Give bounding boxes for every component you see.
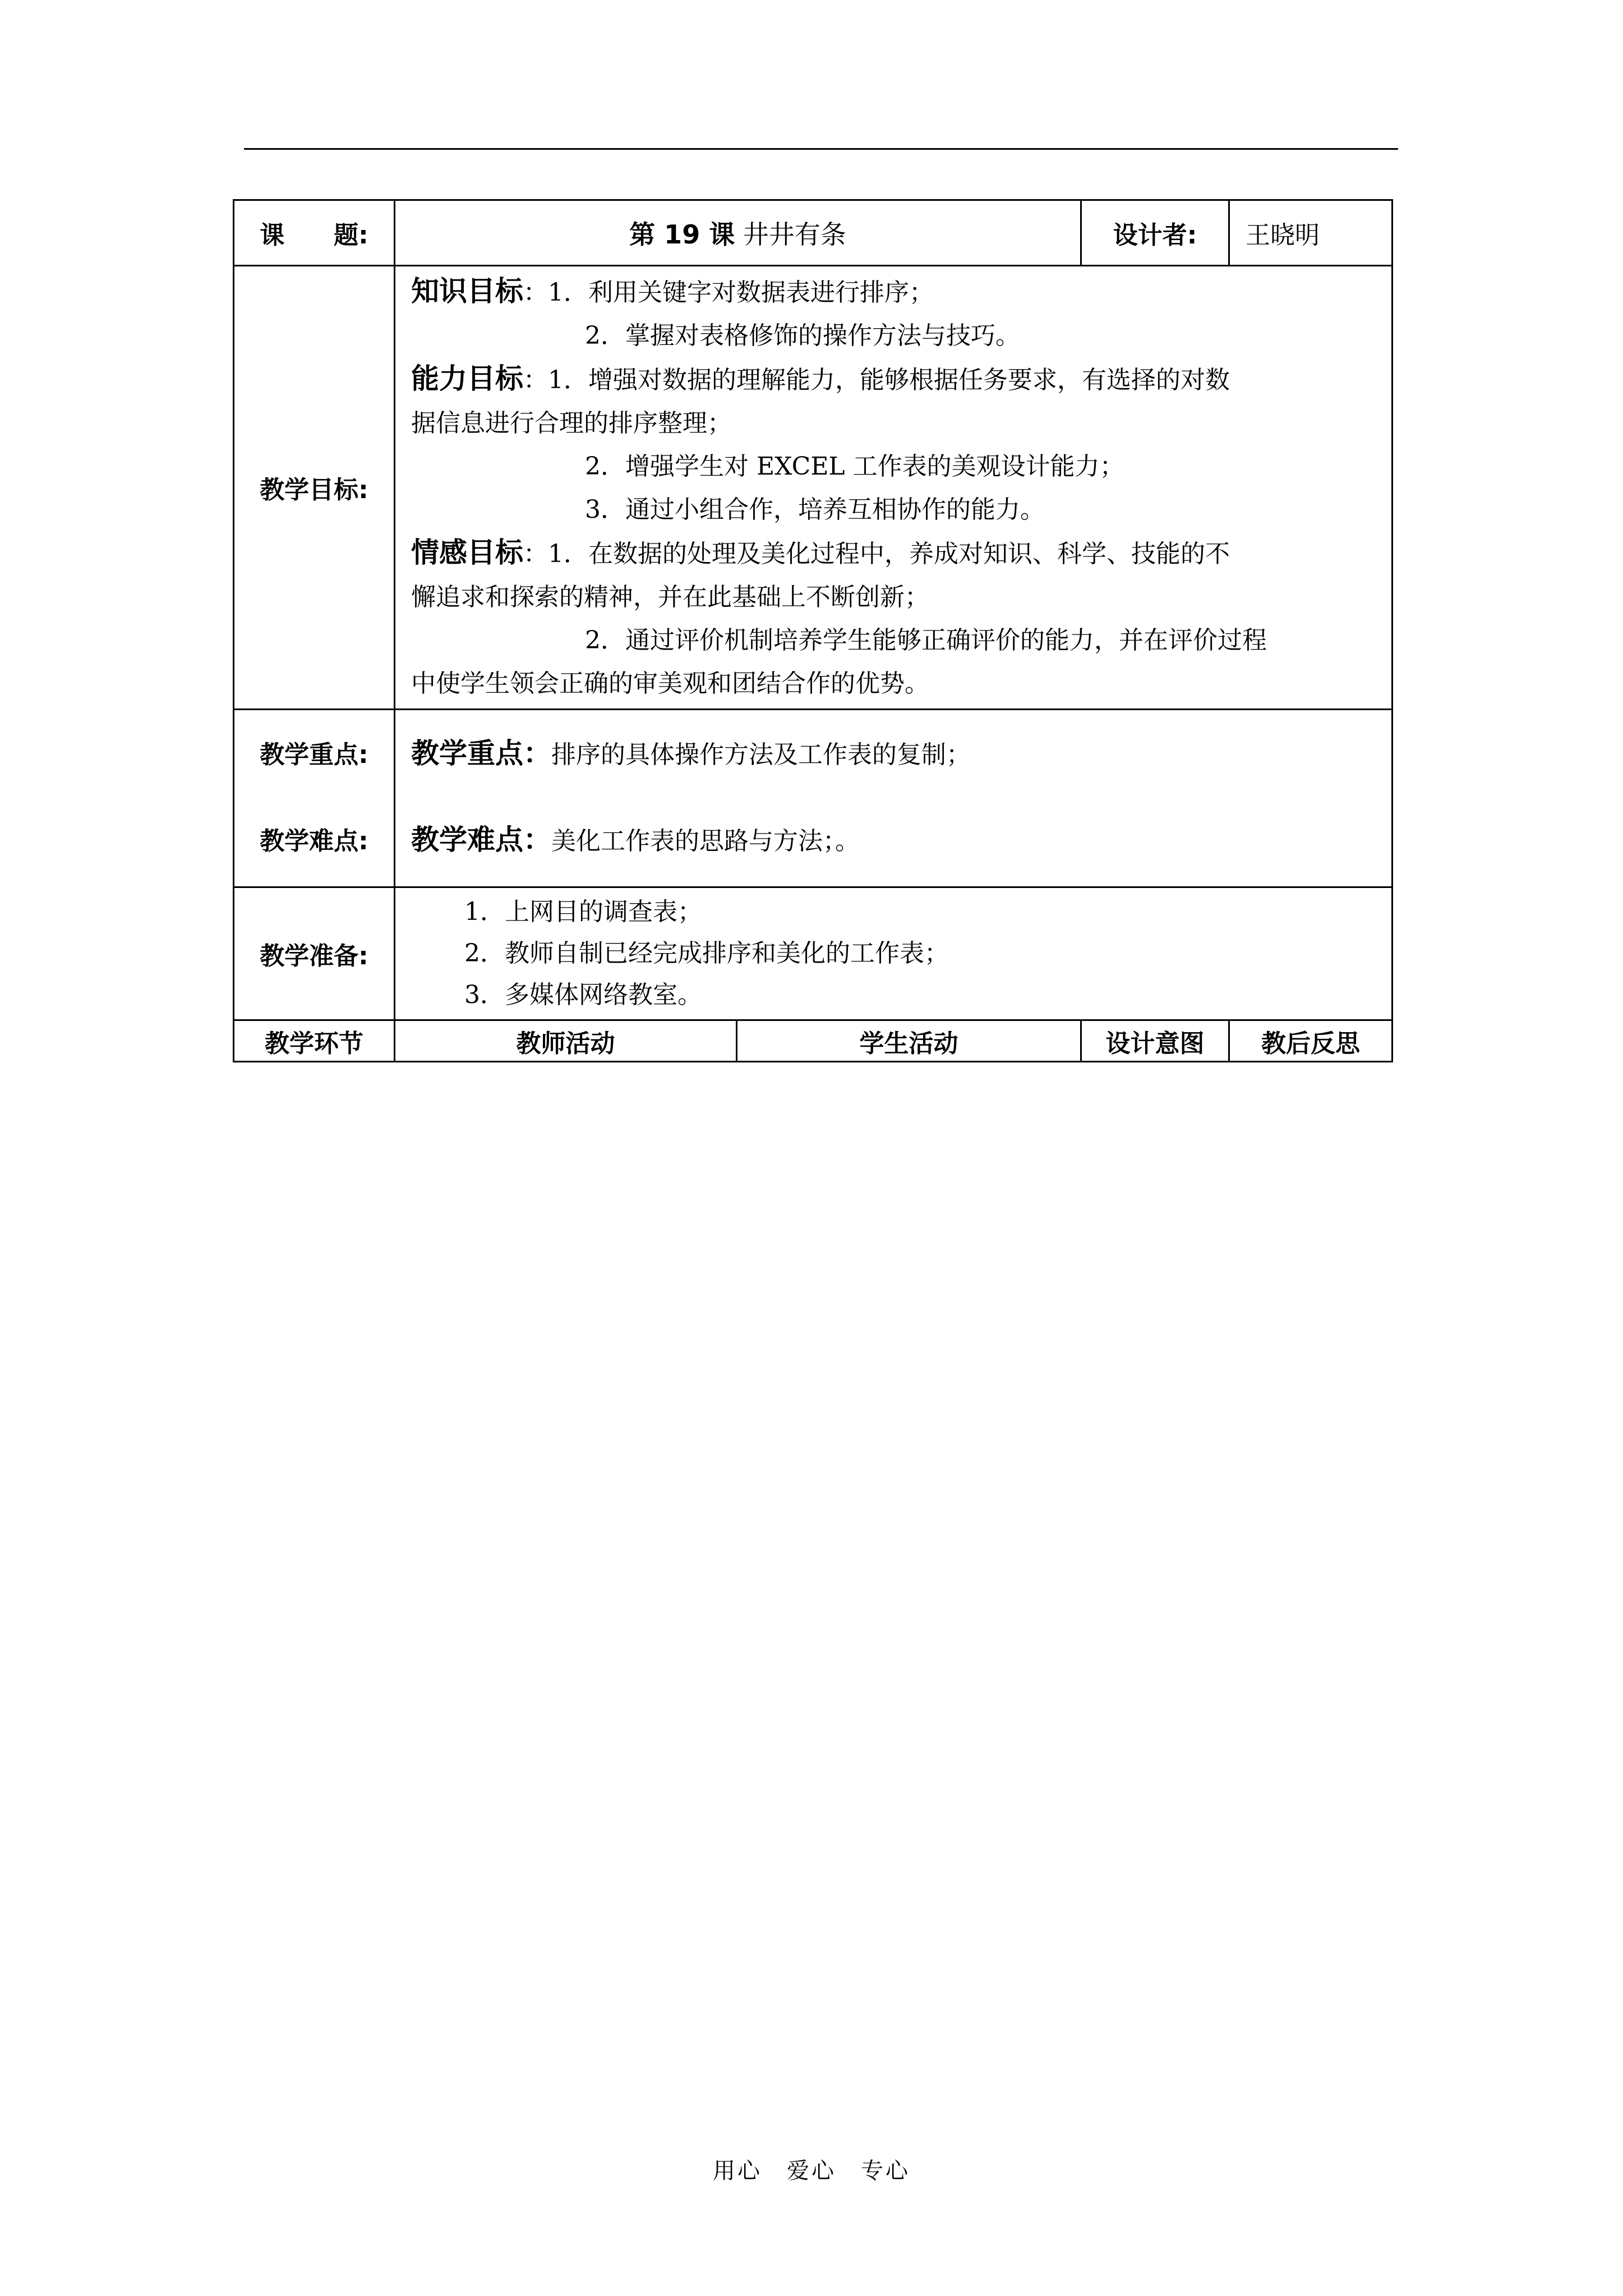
- emotion-item-1: ：1．在数据的处理及美化过程中，养成对知识、科学、技能的不: [523, 540, 1230, 568]
- col-reflection: 教后反思: [1229, 1020, 1393, 1062]
- page-footer: 用心 爱心 专心: [713, 2158, 910, 2184]
- designer-label: 设计者:: [1081, 200, 1229, 266]
- difficulties-line: [411, 797, 1386, 883]
- header-rule: [244, 148, 1398, 150]
- knowledge-line-1: [411, 270, 1386, 314]
- preparation-content: [395, 887, 1393, 1020]
- title-row: [234, 200, 1393, 266]
- preparation-item-3: 3．多媒体网络教室。: [464, 981, 702, 1009]
- lesson-plan-table: [233, 199, 1393, 1062]
- course-label: 课 题:: [234, 200, 395, 266]
- keypoints-labels: [234, 710, 395, 887]
- knowledge-item-2: 2．掌握对表格修饰的操作方法与技巧。: [585, 321, 1020, 350]
- keypoints-content: [395, 710, 1393, 887]
- emotion-item-2-cont: 中使学生领会正确的审美观和团结合作的优势。: [411, 669, 929, 698]
- ability-item-3: 3．通过小组合作，培养互相协作的能力。: [585, 495, 1045, 524]
- col-design-intent: 设计意图: [1081, 1020, 1229, 1062]
- col-teacher-activity: 教师活动: [395, 1020, 737, 1062]
- emotion-line-1: [411, 531, 1386, 576]
- difficulties-head: 教学难点：: [411, 823, 551, 856]
- emotion-item-1-cont: 懈追求和探索的精神，并在此基础上不断创新；: [411, 583, 929, 611]
- col-student-activity: 学生活动: [737, 1020, 1081, 1062]
- key-points-head: 教学重点：: [411, 737, 551, 770]
- course-title-cell: [395, 200, 1081, 266]
- column-header-row: [234, 1020, 1393, 1062]
- key-points-label: 教学重点:: [260, 740, 368, 769]
- key-points-text: 排序的具体操作方法及工作表的复制；: [551, 740, 971, 769]
- emotion-head: 情感目标: [411, 536, 523, 569]
- preparation-item-1: 1．上网目的调查表；: [464, 898, 702, 926]
- difficulties-text: 美化工作表的思路与方法；。: [551, 827, 860, 855]
- preparation-label: 教学准备:: [234, 887, 395, 1020]
- ability-line-1: [411, 357, 1386, 402]
- ability-head: 能力目标: [411, 362, 523, 395]
- objectives-row: [234, 266, 1393, 710]
- col-teaching-stage: 教学环节: [234, 1020, 395, 1062]
- ability-item-1-cont: 据信息进行合理的排序整理；: [411, 409, 732, 438]
- knowledge-item-1: ：1．利用关键字对数据表进行排序；: [523, 278, 934, 307]
- objectives-label: 教学目标:: [234, 266, 395, 710]
- keypoints-row: [234, 710, 1393, 887]
- designer-name: 王晓明: [1229, 200, 1393, 266]
- ability-item-2: 2．增强学生对 EXCEL 工作表的美观设计能力；: [585, 452, 1124, 481]
- course-title-prefix: 第 19 课: [629, 219, 735, 250]
- preparation-item-2: 2．教师自制已经完成排序和美化的工作表；: [464, 939, 949, 968]
- emotion-item-2: 2．通过评价机制培养学生能够正确评价的能力，并在评价过程: [585, 626, 1267, 655]
- preparation-row: [234, 887, 1393, 1020]
- objectives-content: [395, 266, 1393, 710]
- ability-item-1: ：1．增强对数据的理解能力，能够根据任务要求，有选择的对数: [523, 366, 1230, 394]
- key-points-line: [411, 710, 1386, 797]
- difficulties-label: 教学难点:: [260, 827, 368, 855]
- knowledge-head: 知识目标: [411, 275, 523, 307]
- course-title: 井井有条: [743, 219, 846, 250]
